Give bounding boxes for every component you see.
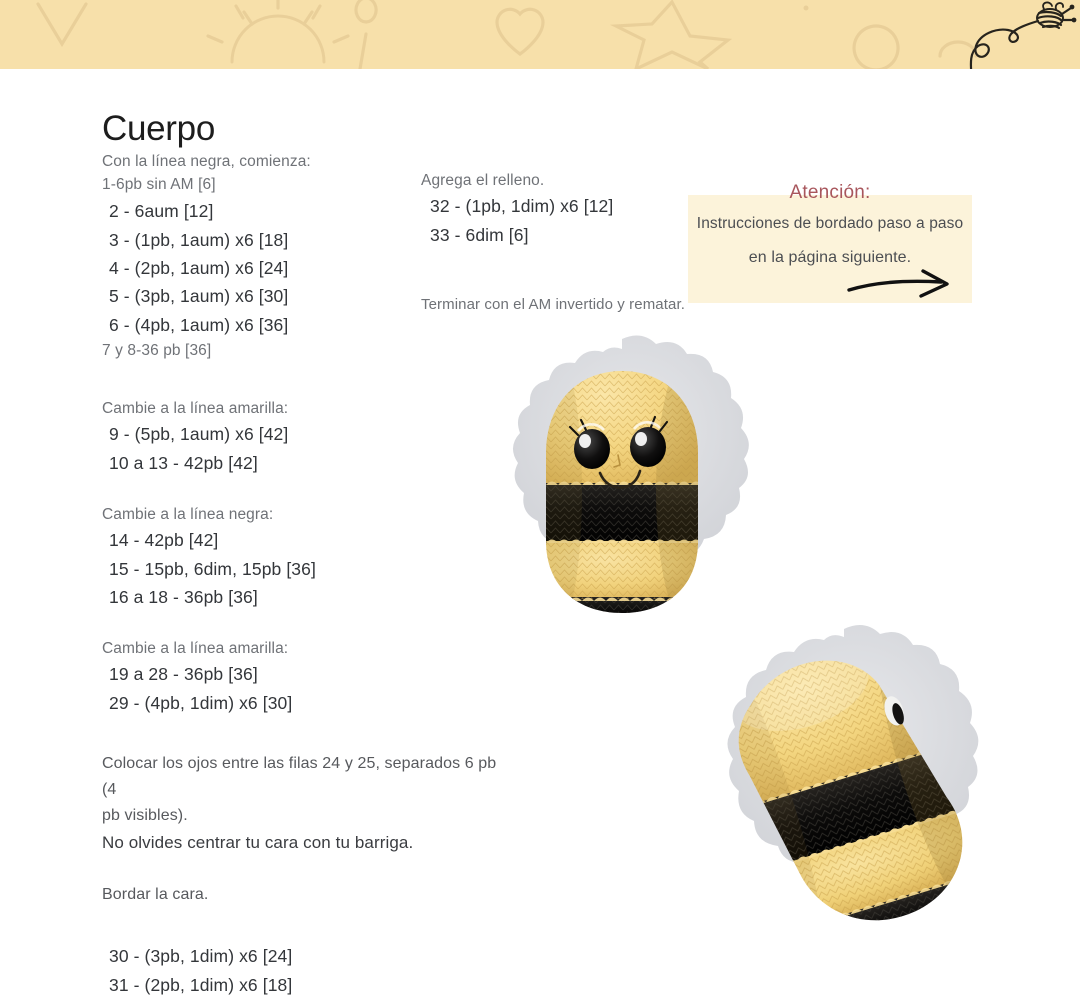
page-title: Cuerpo (102, 109, 215, 148)
pattern-row: 31 - (2pb, 1dim) x6 [18] (109, 974, 293, 995)
spacer (102, 363, 432, 397)
pattern-row: 10 a 13 - 42pb [42] (109, 452, 258, 473)
attention-line-2: en la página siguiente. (748, 249, 912, 266)
pattern-row: 29 - (4pb, 1dim) x6 [30] (109, 692, 293, 713)
pattern-row: 7 y 8-36 pb [36] (102, 341, 212, 359)
yarn-change-note-yellow-2: Cambie a la línea amarilla: (102, 640, 289, 658)
spacer (102, 908, 432, 942)
header-banner (0, 0, 1080, 69)
spacer (102, 717, 432, 751)
spacer (102, 856, 432, 882)
pattern-row: 14 - 42pb [42] (109, 530, 219, 551)
spacer (102, 477, 432, 503)
spacer (102, 611, 432, 637)
center-face-note: No olvides centrar tu cara con tu barriga. (102, 832, 414, 852)
pattern-row: 16 a 18 - 36pb [36] (109, 586, 258, 607)
pattern-row: 33 - 6dim [6] (430, 224, 529, 245)
crochet-bee-front-photo (452, 331, 792, 649)
intro-note: Con la línea negra, comienza: (102, 153, 311, 170)
yarn-change-note-yellow-1: Cambie a la línea amarilla: (102, 400, 289, 417)
pattern-row: 15 - 15pb, 6dim, 15pb [36] (109, 558, 316, 579)
crochet-bee-side-photo (665, 619, 1023, 981)
middle-instruction-column (421, 169, 691, 249)
pattern-row: 9 - (5pb, 1aum) x6 [42] (109, 424, 289, 445)
pattern-row: 2 - 6aum [12] (109, 201, 214, 222)
embroider-face-note: Bordar la cara. (102, 886, 209, 904)
pattern-row: 5 - (3pb, 1aum) x6 [30] (109, 286, 289, 307)
finishing-note: Terminar con el AM invertido y rematar. (421, 296, 685, 313)
pattern-row: 3 - (1pb, 1aum) x6 [18] (109, 229, 289, 250)
page-body (0, 69, 1080, 995)
pattern-row: 6 - (4pb, 1aum) x6 [36] (109, 314, 289, 335)
attention-title: Atención: (789, 182, 871, 203)
pattern-row: 30 - (3pb, 1dim) x6 [24] (109, 946, 293, 967)
pattern-row: 19 a 28 - 36pb [36] (109, 664, 258, 685)
right-arrow-icon (845, 269, 965, 305)
pattern-row: 32 - (1pb, 1dim) x6 [12] (430, 196, 614, 217)
eyes-placement-note-line1: Colocar los ojos entre las filas 24 y 25, separados 6 pb (4 (102, 755, 497, 799)
header-doodle-icons (0, 0, 1080, 69)
stuffing-note: Agrega el relleno. (421, 172, 545, 189)
pattern-row: 4 - (2pb, 1aum) x6 [24] (109, 257, 289, 278)
attention-line-1: Instrucciones de bordado paso a paso (696, 215, 964, 232)
pattern-row: 1-6pb sin AM [6] (102, 176, 216, 194)
bee-doodle-icon (940, 0, 1080, 69)
eyes-placement-note-line2: pb visibles). (102, 806, 188, 824)
yarn-change-note-black: Cambie a la línea negra: (102, 505, 274, 523)
